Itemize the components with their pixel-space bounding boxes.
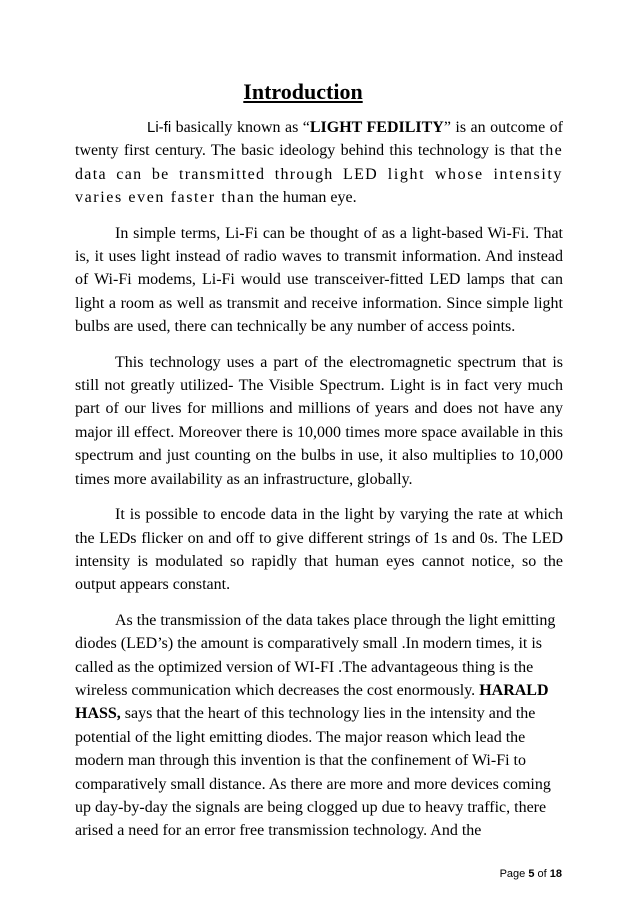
paragraph-4: It is possible to encode data in the light by varying the rate at which the LEDs flicker on and off to give different strings of 1s and 0s. The LED intensity is modulated so rapidly that human eyes cannot notice, so the output appears constant. (75, 506, 563, 594)
page-title: Introduction (243, 79, 363, 104)
document-body (75, 116, 563, 843)
para1-text-c: the human eye. (255, 189, 357, 207)
lifi-term: Li-fi (147, 119, 172, 136)
para5-text-a: As the transmission of the data takes place through the light emitting diodes (LED’s) the amount is comparatively small .In modern times, it is called as the optimized version of WI-FI .The advantageous thing is the wireless communication which decreases the cost enormously. (75, 611, 556, 699)
para5-bold-name: HARALD HASS, (75, 681, 549, 723)
para5-text-b: says that the heart of this technology lies in the intensity and the potential of the light emitting diodes. The major reason which lead the modern man through this invention is that the confinement of Wi-Fi to comparatively small distance. As there are more and more devices coming up day-by-day the signals are being clogged up due to heavy traffic, there arised a need for an error free transmission technology. And the (75, 705, 551, 840)
para1-text-a: basically known as “ (171, 119, 310, 136)
page-number-footer (500, 868, 562, 880)
para1-text-b: ” is an outcome of twenty first century. The basic ideology behind this technology is that (75, 119, 563, 160)
paragraph-5 (75, 609, 563, 843)
para1-spaced-a: the data can be transmitted through LED (75, 142, 563, 183)
para1-spaced-b: light whose intensity varies even faster than (75, 165, 564, 207)
footer-total-pages: 18 (549, 868, 562, 880)
footer-current-page: 5 (528, 868, 535, 880)
paragraph-1 (75, 116, 563, 210)
paragraph-3: This technology uses a part of the electromagnetic spectrum that is still not greatly utilized- The Visible Spectrum. Light is in fact very much part of our lives for millions and millions of years and does not have any major ill effect. Moreover there is 10,000 times more space available in this spectrum and just counting on the bulbs in use, it also multiplies to 10,000 times more availability as an infrastructure, globally. (75, 353, 563, 488)
para1-bold-term: LIGHT FEDILITY (309, 119, 444, 136)
paragraph-2: In simple terms, Li-Fi can be thought of as a light-based Wi-Fi. That is, it uses light instead of radio waves to transmit information. And instead of Wi-Fi modems, Li-Fi would use transceiver-fitted LED lamps that can light a room as well as transmit and receive information. Since simple light bulbs are used, there can technically be any number of access points. (75, 224, 563, 336)
footer-page-word: Page (499, 868, 529, 880)
footer-of-word: of (534, 868, 550, 880)
